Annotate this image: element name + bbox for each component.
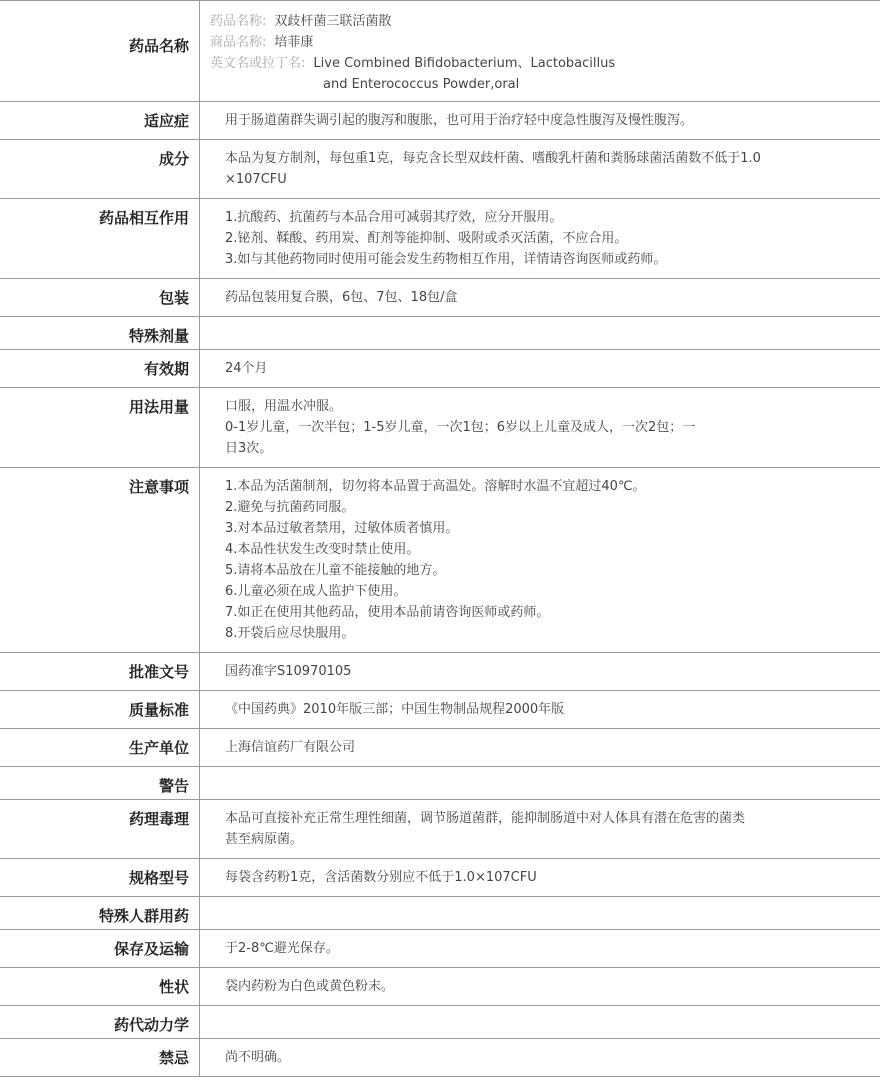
row-value: [200, 279, 880, 316]
drug-name-row: [0, 1, 880, 102]
table-row: [0, 859, 880, 897]
row-label: 适应症: [0, 102, 200, 139]
value-line: 日3次。: [225, 441, 273, 456]
row-label: 保存及运输: [0, 930, 200, 967]
table-row: [0, 691, 880, 729]
row-value: [200, 1039, 880, 1076]
row-value: [200, 468, 880, 652]
row-label: 药理毒理: [0, 800, 200, 858]
table-row: [0, 468, 880, 653]
row-value: [200, 897, 880, 929]
value-line: 上海信谊药厂有限公司: [225, 740, 356, 755]
row-label: 性状: [0, 968, 200, 1005]
value-line: 本品为复方制剂，每包重1克，每克含长型双歧杆菌、嗜酸乳杆菌和粪肠球菌活菌数不低于1.0: [225, 151, 761, 166]
row-value: [200, 968, 880, 1005]
value-line: 8.开袋后应尽快服用。: [225, 626, 355, 641]
table-row: [0, 279, 880, 317]
value-line: 5.请将本品放在儿童不能接触的地方。: [225, 563, 446, 578]
value-line: 用于肠道菌群失调引起的腹泻和腹胀，也可用于治疗轻中度急性腹泻及慢性腹泻。: [225, 113, 694, 128]
row-label: 成分: [0, 140, 200, 198]
value-line: 3.如与其他药物同时使用可能会发生药物相互作用，详情请咨询医师或药师。: [225, 252, 667, 267]
value-line: 24个月: [225, 361, 268, 376]
row-value: [200, 767, 880, 799]
row-value: [200, 317, 880, 349]
value-line: 每袋含药粉1克，含活菌数分别应不低于1.0×107CFU: [225, 870, 537, 885]
table-row: [0, 930, 880, 968]
table-row: [0, 800, 880, 859]
row-value: [200, 800, 880, 858]
value-line: 2.避免与抗菌药同服。: [225, 500, 355, 515]
value-line: 袋内药粉为白色或黄色粉末。: [225, 979, 395, 994]
table-row: [0, 1039, 880, 1077]
row-label: 用法用量: [0, 388, 200, 467]
row-label: 药品名称: [0, 1, 200, 101]
row-value: [200, 102, 880, 139]
row-label: 药代动力学: [0, 1006, 200, 1038]
row-label: 特殊剂量: [0, 317, 200, 349]
table-row: [0, 897, 880, 930]
value-line: 本品可直接补充正常生理性细菌，调节肠道菌群，能抑制肠道中对人体具有潜在危害的菌类: [225, 811, 746, 826]
row-value: [200, 691, 880, 728]
table-row: [0, 653, 880, 691]
table-row: [0, 767, 880, 800]
row-value: [200, 930, 880, 967]
table-row: [0, 350, 880, 388]
value-line: 3.对本品过敏者禁用，过敏体质者慎用。: [225, 521, 459, 536]
trade-name-key: 商品名称:: [210, 35, 267, 50]
rows-container: [0, 102, 880, 1077]
row-label: 规格型号: [0, 859, 200, 896]
row-label: 包装: [0, 279, 200, 316]
row-label: 特殊人群用药: [0, 897, 200, 929]
row-label: 药品相互作用: [0, 199, 200, 278]
table-row: [0, 729, 880, 767]
value-line: 1.本品为活菌制剂，切勿将本品置于高温处。溶解时水温不宜超过40℃。: [225, 479, 646, 494]
row-label: 质量标准: [0, 691, 200, 728]
table-row: [0, 102, 880, 140]
value-line: 0-1岁儿童，一次半包；1-5岁儿童，一次1包；6岁以上儿童及成人，一次2包；一: [225, 420, 696, 435]
value-line: 口服，用温水冲服。: [225, 399, 343, 414]
value-line: 2.铋剂、鞣酸、药用炭、酊剂等能抑制、吸附或杀灭活菌，不应合用。: [225, 231, 628, 246]
value-line: 于2-8℃避光保存。: [225, 941, 339, 956]
row-value: [200, 388, 880, 467]
generic-name-key: 药品名称:: [210, 14, 267, 29]
table-row: [0, 140, 880, 199]
value-line: 国药准字S10970105: [225, 664, 352, 679]
value-line: 尚不明确。: [225, 1050, 291, 1065]
row-label: 注意事项: [0, 468, 200, 652]
value-line: 《中国药典》2010年版三部；中国生物制品规程2000年版: [225, 702, 565, 717]
value-line: ×107CFU: [225, 172, 287, 187]
row-value: [200, 140, 880, 198]
table-row: [0, 968, 880, 1006]
value-line: 6.儿童必须在成人监护下使用。: [225, 584, 407, 599]
trade-name-value: 培菲康: [274, 35, 314, 50]
value-line: 4.本品性状发生改变时禁止使用。: [225, 542, 420, 557]
generic-name-value: 双歧杆菌三联活菌散: [274, 14, 392, 29]
row-label: 批准文号: [0, 653, 200, 690]
row-label: 生产单位: [0, 729, 200, 766]
table-row: [0, 388, 880, 468]
value-line: 1.抗酸药、抗菌药与本品合用可减弱其疗效，应分开服用。: [225, 210, 563, 225]
row-value: [200, 1006, 880, 1038]
table-row: [0, 317, 880, 350]
english-name-value-1: Live Combined Bifidobacterium、Lactobacillus: [313, 56, 616, 71]
row-label: 警告: [0, 767, 200, 799]
table-row: [0, 199, 880, 279]
drug-name-block: [200, 1, 615, 101]
row-value: [200, 729, 880, 766]
row-value: [200, 653, 880, 690]
table-row: [0, 1006, 880, 1039]
value-line: 药品包装用复合膜，6包、7包、18包/盒: [225, 290, 458, 305]
row-label: 有效期: [0, 350, 200, 387]
row-label: 禁忌: [0, 1039, 200, 1076]
value-line: 甚至病原菌。: [225, 832, 304, 847]
english-name-value-2: and Enterococcus Powder,oral: [323, 77, 520, 92]
english-name-key: 英文名或拉丁名:: [210, 56, 306, 71]
row-value: [200, 199, 880, 278]
value-line: 7.如正在使用其他药品，使用本品前请咨询医师或药师。: [225, 605, 550, 620]
row-value: [200, 350, 880, 387]
row-value: [200, 859, 880, 896]
